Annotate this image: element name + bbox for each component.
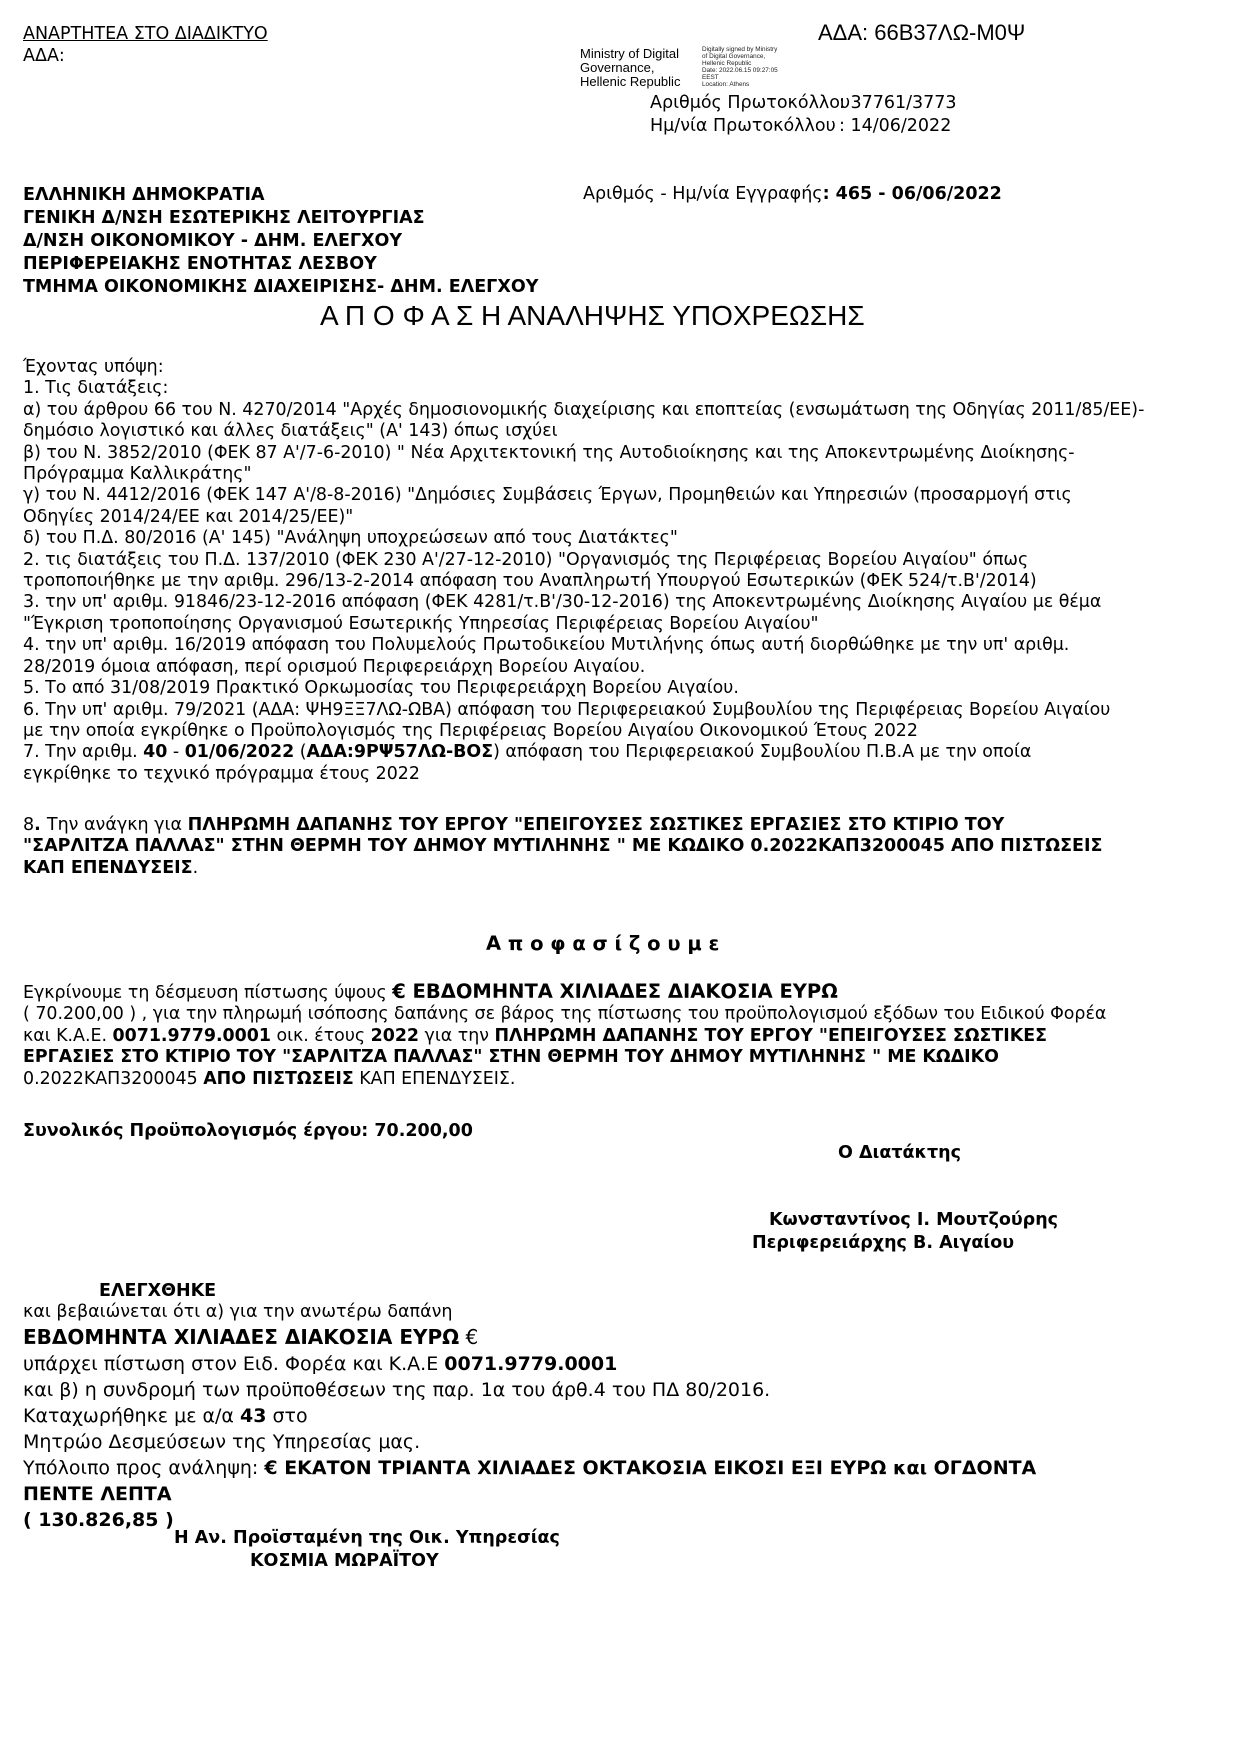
item-7: 7. Την αριθμ. 40 - 01/06/2022 (ΑΔΑ:9ΡΨ57ΛΩ-ΒΟΣ) απόφαση του Περιφερειακού Συμβουλίου Π.Β.Α με την οποία [23,742,1032,763]
verification-line-1: και βεβαιώνεται ότι α) για την ανωτέρω δαπάνη [23,1302,453,1322]
ada-number: ΑΔΑ: 66Β37ΛΩ-Μ0Ψ [818,20,1026,45]
finance-head-role: Η Αν. Προϊσταμένη της Οικ. Υπηρεσίας [174,1528,560,1548]
digital-signature-details: Digitally signed by Ministry of Digital Governance, Hellenic Republic Date: 2022.06.15 09:27:05 EEST Location: Athens [702,46,778,88]
approval-section: Εγκρίνουμε τη δέσμευση πίστωσης ύψους € ΕΒΔΟΜΗΝΤΑ ΧΙΛΙΑΔΕΣ ΔΙΑΚΟΣΙΑ ΕΥΡΩ ( 70.200,00 ) , για την πληρωμή ισόποσης δαπάνης σε βάρος της πίστωσης του προϋπολογισμού εξόδων του Ειδικού Φορέα και Κ.Α.Ε. 0071.9779.0001 οικ. έτους 2022 για την ΠΛΗΡΩΜΗ ΔΑΠΑΝΗΣ ΤΟΥ ΕΡΓΟΥ "ΕΠΕΙΓΟΥΣΕΣ ΣΩΣΤΙΚΕΣ ΕΡΓΑΣΙΕΣ ΣΤΟ ΚΤΙΡΙΟ ΤΟΥ "ΣΑΡΛΙΤΖΑ ΠΑΛΛΑΣ" ΣΤΗΝ ΘΕΡΜΗ ΤΟΥ ΔΗΜΟΥ ΜΥΤΙΛΗΝΗΣ " ΜΕ ΚΩΔΙΚΟ 0.2022ΚΑΠ3200045 ΑΠΟ ΠΙΣΤΩΣΕΙΣ ΚΑΠ ΕΠΕΝΔΥΣΕΙΣ. [23,980,1107,1089]
item-8: 8. Την ανάγκη για ΠΛΗΡΩΜΗ ΔΑΠΑΝΗΣ ΤΟΥ ΕΡΓΟΥ "ΕΠΕΙΓΟΥΣΕΣ ΣΩΣΤΙΚΕΣ ΕΡΓΑΣΙΕΣ ΣΤΟ ΚΤΙΡΙΟ ΤΟΥ "ΣΑΡΛΙΤΖΑ ΠΑΛΛΑΣ" ΣΤΗΝ ΘΕΡΜΗ ΤΟΥ ΔΗΜΟΥ ΜΥΤΙΛΗΝΗΣ " ΜΕ ΚΩΔΙΚΟ 0.2022ΚΑΠ3200045 ΑΠΟ ΠΙΣΤΩΣΕΙΣ ΚΑΠ ΕΠΕΝΔΥΣΕΙΣ. [23,815,1103,878]
checked-label: ΕΛΕΓΧΘΗΚΕ [99,1281,217,1301]
signatory-role: Ο Διατάκτης [838,1143,961,1163]
decide-heading: Α π ο φ α σ ί ζ ο υ μ ε [486,932,720,955]
verification-details: υπάρχει πίστωση στον Ειδ. Φορέα και Κ.Α.Ε 0071.9779.0001 και β) η συνδρομή των προϋποθέσεων της παρ. 1α του άρθ.4 του ΠΔ 80/2016. Καταχωρήθηκε με α/α 43 στο Μητρώο Δεσμεύσεων της Υπηρεσίας μας. Υπόλοιπο προς ανάληψη: € ΕΚΑΤΟΝ ΤΡΙΑΝΤΑ ΧΙΛΙΑΔΕΣ ΟΚΤΑΚΟΣΙΑ ΕΙΚΟΣΙ ΕΞΙ ΕΥΡΩ και ΟΓΔΟΝΤΑ ΠΕΝΤΕ ΛΕΠΤΑ ( 130.826,85 ) [23,1353,1037,1531]
signatory-title: Περιφερειάρχης Β. Αιγαίου [752,1233,1015,1253]
total-budget: Συνολικός Προϋπολογισμός έργου: 70.200,00 [23,1121,473,1141]
document-title: Α Π Ο Φ Α Σ Η ΑΝΑΛΗΨΗΣ ΥΠΟΧΡΕΩΣΗΣ [320,300,865,331]
web-post-label: ΑΝΑΡΤΗΤΕΑ ΣΤΟ ΔΙΑΔΙΚΤΥΟ [23,24,268,44]
protocol-date-label: Ημ/νία Πρωτοκόλλου [650,116,836,136]
digital-signature-org: Ministry of Digital Governance, Hellenic Republic [580,46,681,89]
protocol-number-value: : 37761/3773 [839,93,957,113]
registration-number: Αριθμός - Ημ/νία Εγγραφής: 465 - 06/06/2022 [583,184,1002,204]
verification-amount: ΕΒΔΟΜΗΝΤΑ ΧΙΛΙΑΔΕΣ ΔΙΑΚΟΣΙΑ ΕΥΡΩ € [23,1325,479,1349]
issuing-authority: ΕΛΛΗΝΙΚΗ ΔΗΜΟΚΡΑΤΙΑ ΓΕΝΙΚΗ Δ/ΝΣΗ ΕΣΩΤΕΡΙΚΗΣ ΛΕΙΤΟΥΡΓΙΑΣ Δ/ΝΣΗ ΟΙΚΟΝΟΜΙΚΟΥ - ΔΗΜ. ΕΛΕΓΧΟΥ ΠΕΡΙΦΕΡΕΙΑΚΗΣ ΕΝΟΤΗΤΑΣ ΛΕΣΒΟΥ ΤΜΗΜΑ ΟΙΚΟΝΟΜΙΚΗΣ ΔΙΑΧΕΙΡΙΣΗΣ- ΔΗΜ. ΕΛΕΓΧΟΥ [23,185,539,297]
protocol-date-value: : 14/06/2022 [839,116,952,136]
considering-section: Έχοντας υπόψη: 1. Τις διατάξεις: α) του άρθρου 66 του Ν. 4270/2014 "Αρχές δημοσιονομικής διαχείρισης και εποπτείας (ενσωμάτωση της Οδηγίας 2011/85/ΕΕ)- δημόσιο λογιστικό και άλλες διατάξεις" (Α' 143) όπως ισχύει β) του Ν. 3852/2010 (ΦΕΚ 87 Α'/7-6-2010) " Νέα Αρχιτεκτονική της Αυτοδιοίκησης και της Αποκεντρωμένης Διοίκησης- Πρόγραμμα Καλλικράτης" γ) του Ν. 4412/2016 (ΦΕΚ 147 Α'/8-8-2016) "Δημόσιες Συμβάσεις Έργων, Προμηθειών και Υπηρεσιών (προσαρμογή στις Οδηγίες 2014/24/ΕΕ και 2014/25/ΕΕ)" δ) του Π.Δ. 80/2016 (Α' 145) "Ανάληψη υποχρεώσεων από τους Διατάκτες" 2. τις διατάξεις του Π.Δ. 137/2010 (ΦΕΚ 230 Α'/27-12-2010) "Οργανισμός της Περιφέρειας Βορείου Αιγαίου" όπως τροποποιήθηκε με την αριθμ. 296/13-2-2014 απόφαση του Αναπληρωτή Υπουργού Εσωτερικών (ΦΕΚ 524/τ.Β'/2014) 3. την υπ' αριθμ. 91846/23-12-2016 απόφαση (ΦΕΚ 4281/τ.Β'/30-12-2016) της Αποκεντρωμένης Διοίκησης Αιγαίου με θέμα "Έγκριση τροποποίησης Οργανισμού Εσωτερικής Υπηρεσίας Περιφέρειας Βορείου Αιγαίου" 4. την υπ' αριθμ. 16/2019 απόφαση του Πολυμελούς Πρωτοδικείου Μυτιλήνης όπως αυτή διορθώθηκε με την υπ' αριθμ. 28/2019 όμοια απόφαση, περί ορισμού Περιφερειάρχη Βορείου Αιγαίου. 5. Το από 31/08/2019 Πρακτικό Ορκωμοσίας του Περιφερειάρχη Βορείου Αιγαίου. 6. Την υπ' αριθμ. 79/2021 (ΑΔΑ: ΨΗ9ΞΞ7ΛΩ-ΩΒΑ) απόφαση του Περιφερειακού Συμβουλίου της Περιφέρειας Βορείου Αιγαίου με την οποία εγκρίθηκε ο Προϋπολογισμός της Περιφέρειας Βορείου Αιγαίου Οικονομικού Έτους 2022 7. Την αριθμ. 40 - 01/06/2022 (ΑΔΑ:9ΡΨ57ΛΩ-ΒΟΣ) απόφαση του Περιφερειακού Συμβουλίου Π.Β.Α με την οποία εγκρίθηκε το τεχνικό πρόγραμμα έτους 2022 [23,357,1145,784]
signatory-name: Κωνσταντίνος Ι. Μουτζούρης [769,1210,1059,1230]
finance-head-name: ΚΟΣΜΙΑ ΜΩΡΑΪΤΟΥ [250,1551,439,1571]
protocol-number-label: Αριθμός Πρωτοκόλλου [650,93,851,113]
ada-label: ΑΔΑ: [23,46,65,66]
